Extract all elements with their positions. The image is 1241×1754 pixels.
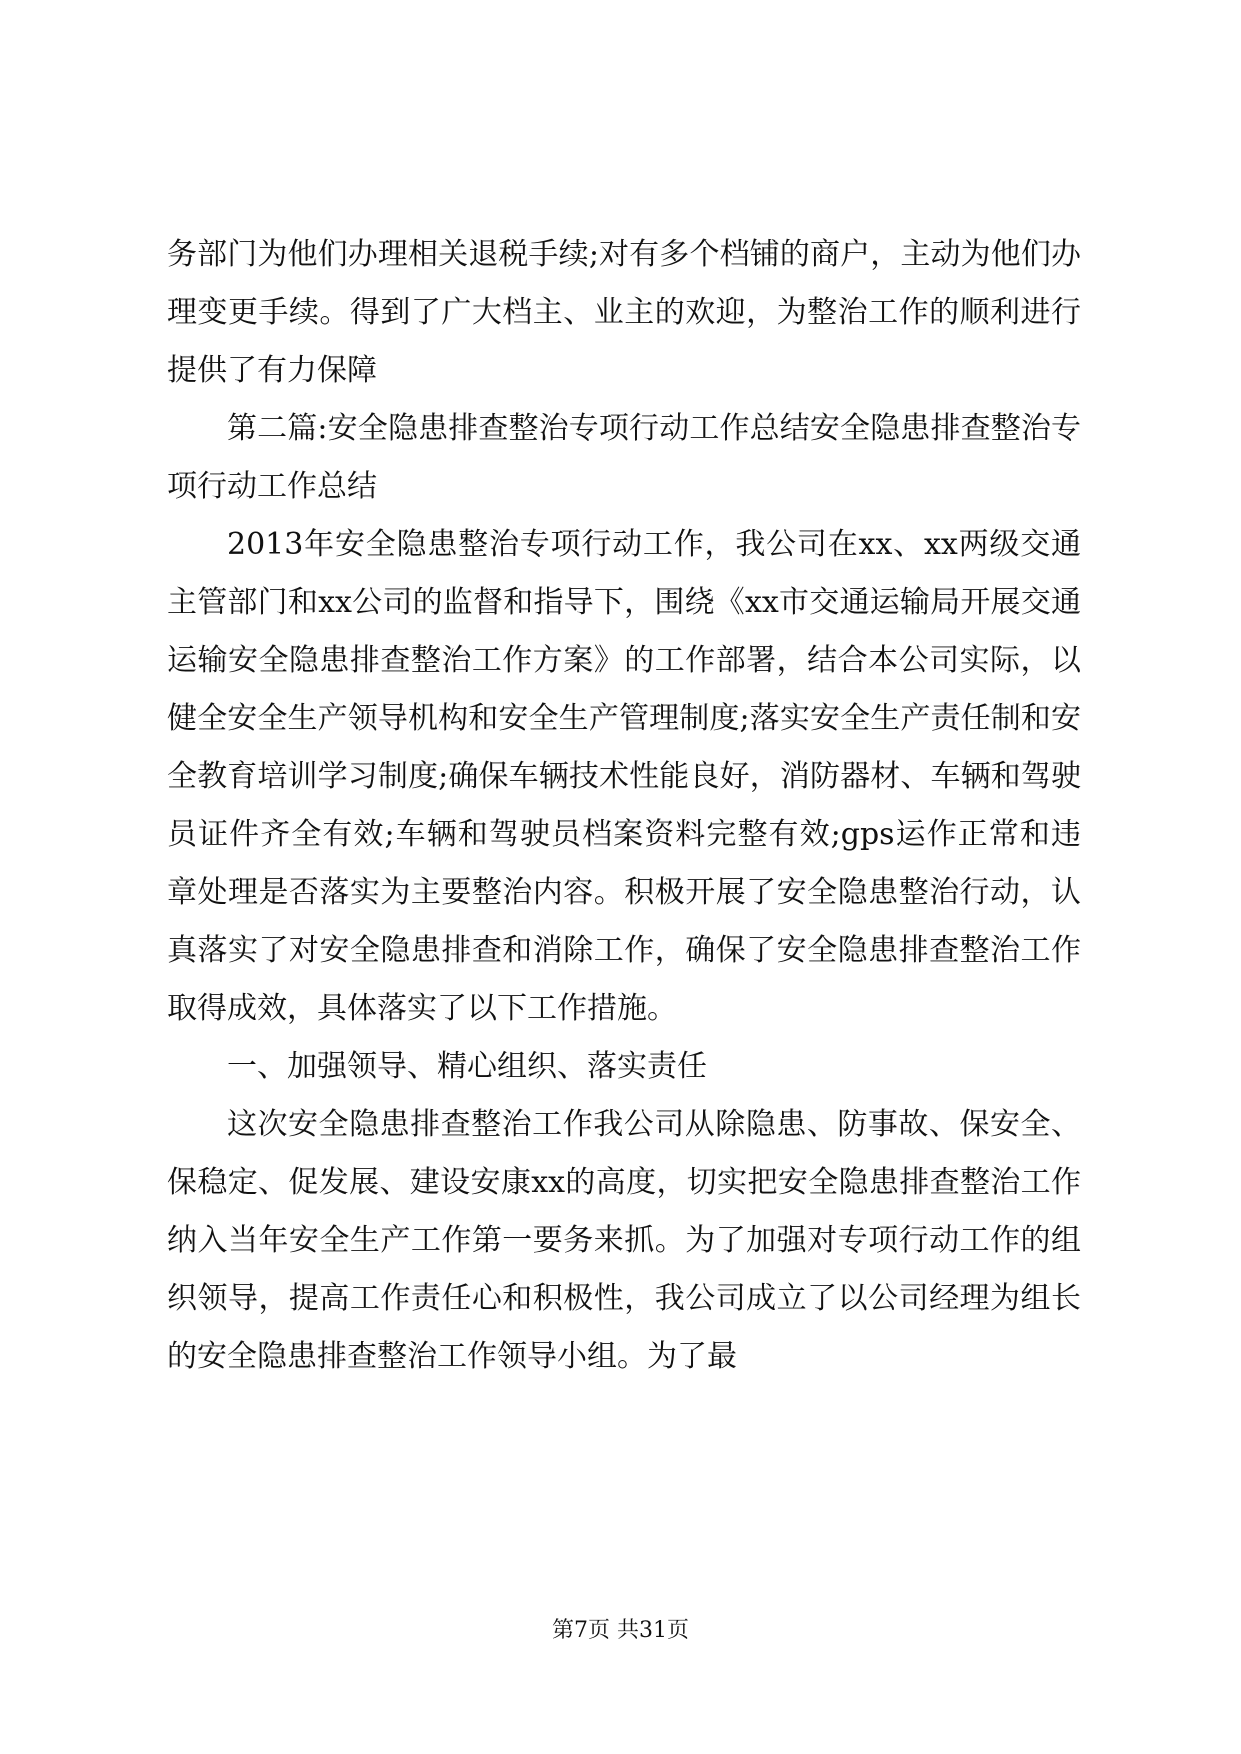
paragraph-body: 这次安全隐患排查整治工作我公司从除隐患、防事故、保安全、保稳定、促发展、建设安康xx的高度，切实把安全隐患排查整治工作纳入当年安全生产工作第一要务来抓。为了加强对专项行动工作的组织领导，提高工作责任心和积极性，我公司成立了以公司经理为组长的安全隐患排查整治工作领导小组。为了最: [167, 1107, 1081, 1374]
paragraph-continuation: 务部门为他们办理相关退税手续;对有多个档铺的商户，主动为他们办理变更手续。得到了广大档主、业主的欢迎，为整治工作的顺利进行提供了有力保障: [167, 237, 1081, 388]
paragraph-intro: 2013年安全隐患整治专项行动工作，我公司在xx、xx两级交通主管部门和xx公司的监督和指导下，围绕《xx市交通运输局开展交通运输安全隐患排查整治工作方案》的工作部署，结合本公司实际，以健全安全生产领导机构和安全生产管理制度;落实安全生产责任制和安全教育培训学习制度;确保车辆技术性能良好，消防器材、车辆和驾驶员证件齐全有效;车辆和驾驶员档案资料完整有效;gps运作正常和违章处理是否落实为主要整治内容。积极开展了安全隐患整治行动，认真落实了对安全隐患排查和消除工作，确保了安全隐患排查整治工作取得成效，具体落实了以下工作措施。: [167, 527, 1081, 1026]
document-body: [167, 226, 1081, 1386]
page-number-footer: 第7页 共31页: [552, 1618, 689, 1643]
section-heading-one: 一、加强领导、精心组织、落实责任: [227, 1049, 707, 1084]
section-heading-part-two: 第二篇:安全隐患排查整治专项行动工作总结安全隐患排查整治专项行动工作总结: [167, 411, 1081, 504]
